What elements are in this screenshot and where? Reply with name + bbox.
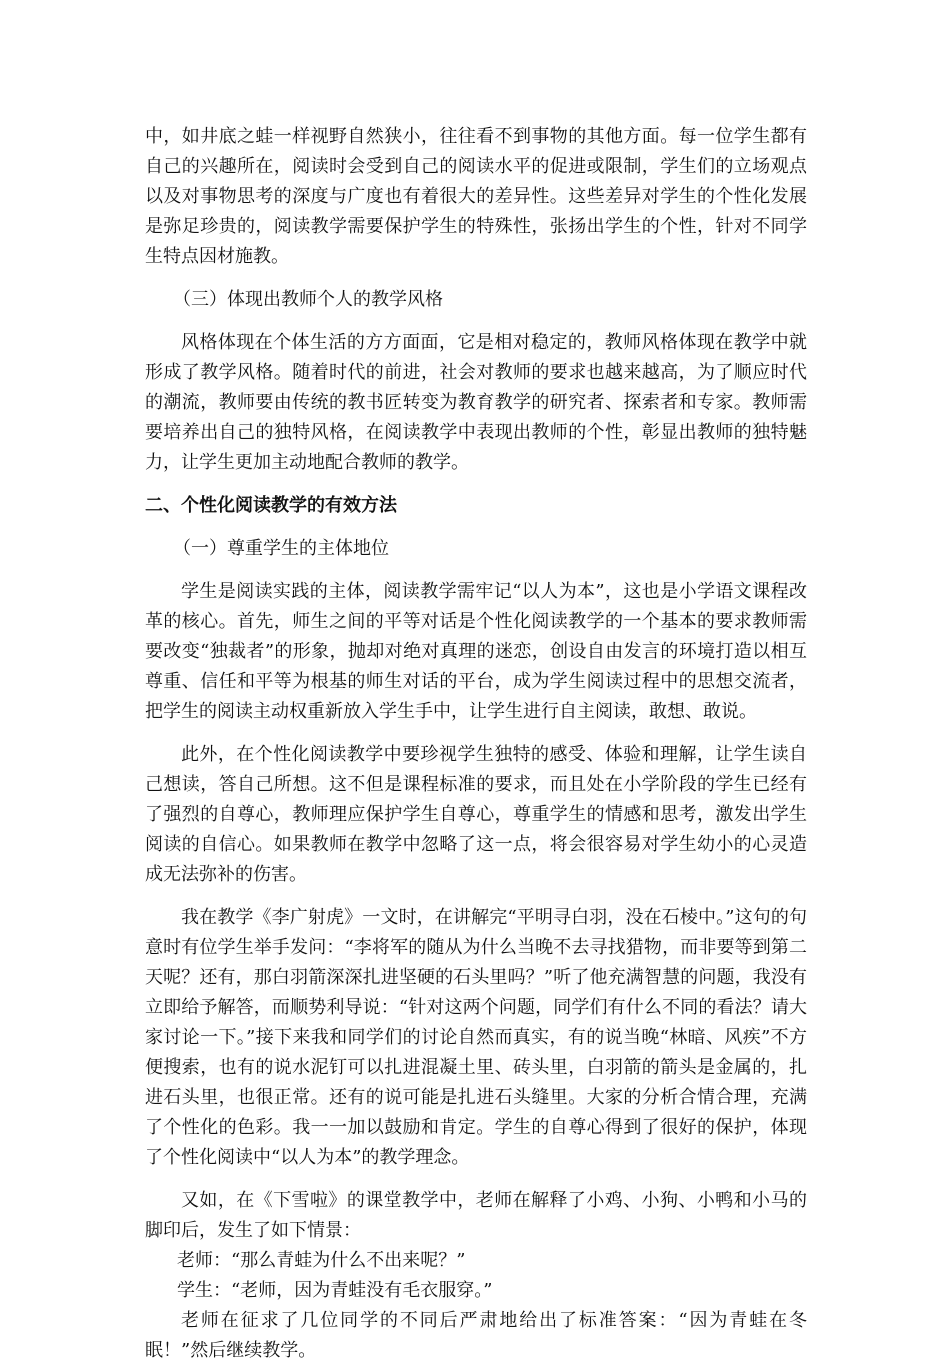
paragraph-snow-example: 又如，在《下雪啦》的课堂教学中，老师在解释了小鸡、小狗、小鸭和小马的脚印后，发生了如下情景： bbox=[145, 1190, 807, 1241]
paragraph-continuation: 中，如井底之蛙一样视野自然狭小，往往看不到事物的其他方面。每一位学生都有自己的兴趣所在，阅读时会受到自己的阅读水平的促进或限制，学生们的立场观点以及对事物思考的深度与广度也有着很大的差异性。这些差异对学生的个性化发展是弥足珍贵的，阅读教学需要保护学生的特殊性，张扬出学生的个性，针对不同学生特点因材施教。 bbox=[145, 126, 807, 267]
paragraph-teaching-style: 风格体现在个体生活的方方面面，它是相对稳定的，教师风格体现在教学中就形成了教学风格。随着时代的前进，社会对教师的要求也越来越高，为了顺应时代的潮流，教师要由传统的教书匠转变为教育教学的研究者、探索者和专家。教师需要培养出自己的独特风格，在阅读教学中表现出教师的个性，彰显出教师的独特魅力，让学生更加主动地配合教师的教学。 bbox=[145, 332, 807, 473]
paragraph-li-guang-example: 我在教学《李广射虎》一文时，在讲解完“平明寻白羽，没在石棱中。”这句的句意时有位学生举手发问：“李将军的随从为什么当晚不去寻找猎物，而非要等到第二天呢？还有，那白羽箭深深扎进坚硬的石头里吗？”听了他充满智慧的问题，我没有立即给予解答，而顺势利导说：“针对这两个问题，同学们有什么不同的看法？请大家讨论一下。”接下来我和同学们的讨论自然而真实，有的说当晚“林暗、风疾”不方便搜索，也有的说水泥钉可以扎进混凝土里、砖头里，白羽箭的箭头是金属的，扎进石头里，也很正常。还有的说可能是扎进石头缝里。大家的分析合情合理，充满了个性化的色彩。我一一加以鼓励和肯定。学生的自尊心得到了很好的保护，体现了个性化阅读中“以人为本”的教学理念。 bbox=[145, 907, 807, 1168]
document-page bbox=[145, 122, 807, 1366]
paragraph-standard-answer: 老师在征求了几位同学的不同后严肃地给出了标准答案：“因为青蛙在冬眠！”然后继续教学。 bbox=[145, 1310, 807, 1361]
subheading-teacher-style: （三）体现出教师个人的教学风格 bbox=[173, 289, 443, 310]
subheading-student-subject: （一）尊重学生的主体地位 bbox=[173, 538, 389, 559]
dialog-teacher-line: 老师：“那么青蛙为什么不出来呢？” bbox=[177, 1250, 466, 1271]
paragraph-student-centered: 学生是阅读实践的主体，阅读教学需牢记“以人为本”，这也是小学语文课程改革的核心。首先，师生之间的平等对话是个性化阅读教学的一个基本的要求教师需要改变“独裁者”的形象，抛却对绝对真理的迷恋，创设自由发言的环境打造以相互尊重、信任和平等为根基的师生对话的平台，成为学生阅读过程中的思想交流者，把学生的阅读主动权重新放入学生手中，让学生进行自主阅读，敢想、敢说。 bbox=[145, 581, 807, 722]
section-heading-methods: 二、个性化阅读教学的有效方法 bbox=[145, 495, 397, 516]
dialog-student-line: 学生：“老师，因为青蛙没有毛衣服穿。” bbox=[177, 1280, 493, 1301]
paragraph-student-feelings: 此外，在个性化阅读教学中要珍视学生独特的感受、体验和理解，让学生读自己想读，答自己所想。这不但是课程标准的要求，而且处在小学阶段的学生已经有了强烈的自尊心，教师理应保护学生自尊心，尊重学生的情感和思考，激发出学生阅读的自信心。如果教师在教学中忽略了这一点，将会很容易对学生幼小的心灵造成无法弥补的伤害。 bbox=[145, 744, 807, 885]
